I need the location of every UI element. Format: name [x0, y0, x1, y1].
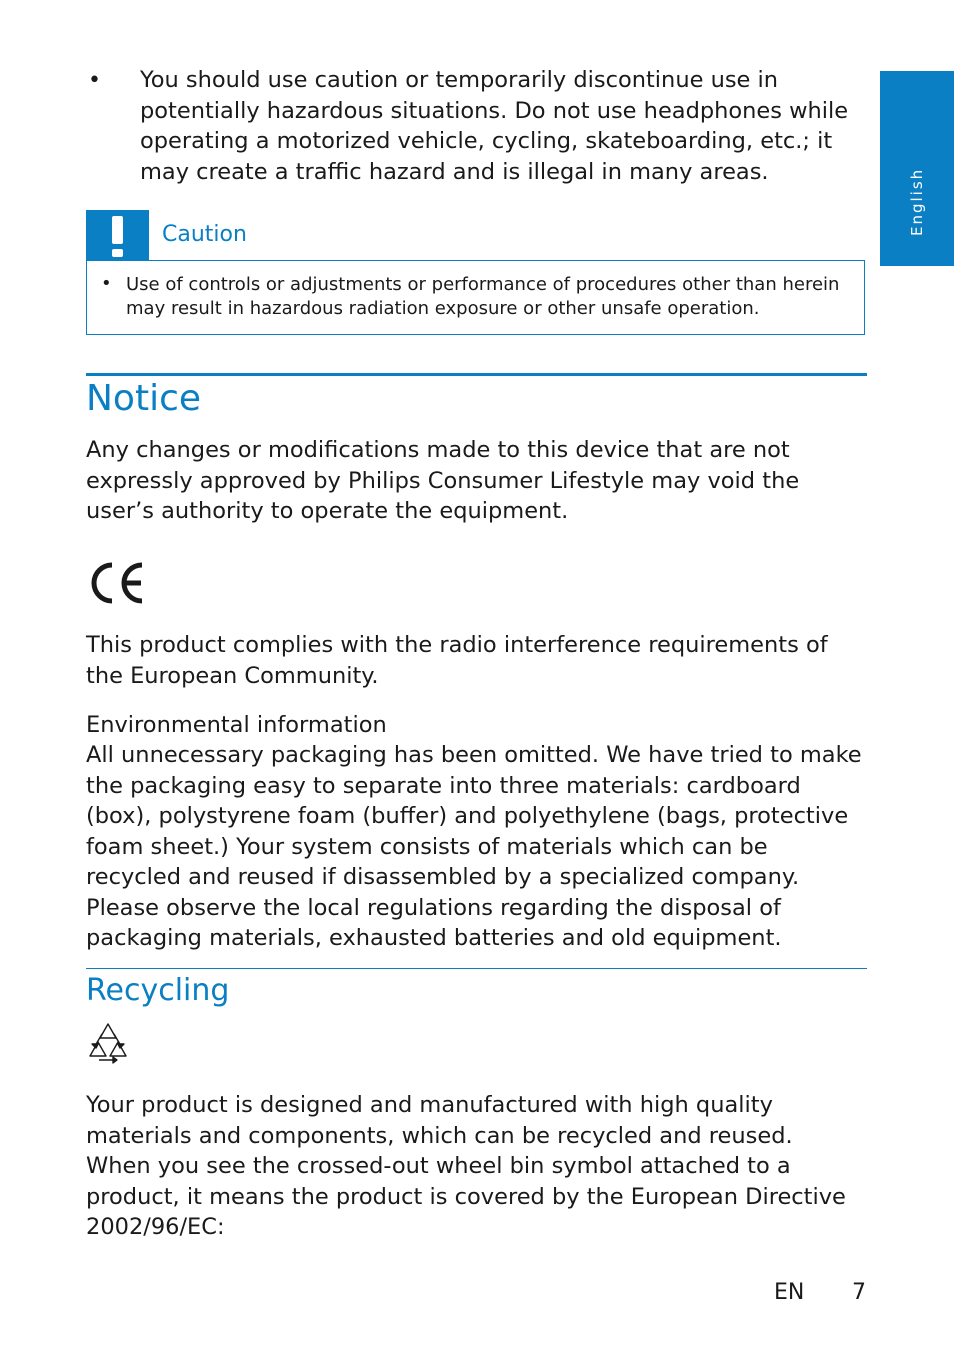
recycling-text-block	[86, 1090, 876, 1243]
recycling-paragraph-2: When you see the crossed-out wheel bin symbol attached to a product, it means the product is covered by the European Directive 2002/96/EC:	[86, 1153, 846, 1240]
notice-divider	[86, 373, 867, 376]
recycling-heading: Recycling	[86, 973, 230, 1008]
recycling-paragraph-1: Your product is designed and manufactured with high quality materials and components, which can be recycled and reused.	[86, 1092, 793, 1149]
notice-heading: Notice	[86, 378, 202, 419]
language-tab-label: English	[908, 167, 926, 236]
notice-text: Any changes or modifications made to this device that are not expressly approved by Philips Consumer Lifestyle may void the user’s authority to operate the equipment.	[86, 437, 800, 524]
caution-text: Use of controls or adjustments or performance of procedures other than herein may result in hazardous radiation exposure or other unsafe operation.	[126, 274, 840, 319]
recycle-icon	[86, 1022, 130, 1064]
caution-bullet-marker: •	[101, 273, 112, 294]
caution-box	[86, 260, 865, 335]
footer-language-code: EN	[774, 1280, 805, 1305]
page-number: 7	[852, 1280, 866, 1305]
language-tab	[880, 71, 954, 266]
caution-label: Caution	[162, 222, 247, 247]
bullet-marker: •	[88, 68, 101, 93]
environmental-heading: Environmental information	[86, 712, 387, 738]
environmental-text: All unnecessary packaging has been omitted. We have tried to make the packaging easy to separate into three materials: cardboard (box), polystyrene foam (buffer) and polyethylene (bags, protective foam sheet.) Your system consists of materials which can be recycled and reused if disassembled by a specialized company. Please observe the local regulations regarding the disposal of packaging materials, exhausted batteries and old equipment.	[86, 742, 862, 951]
compliance-text: This product complies with the radio interference requirements of the European Community.	[86, 632, 828, 689]
ce-mark-icon	[86, 560, 146, 606]
caution-exclamation-icon	[86, 210, 149, 261]
safety-bullet-text: You should use caution or temporarily discontinue use in potentially hazardous situations. Do not use headphones while operating a motorized vehicle, cycling, skateboarding, etc.; it may create a traffic hazard and is illegal in many areas.	[140, 67, 849, 185]
recycling-divider	[86, 968, 867, 969]
